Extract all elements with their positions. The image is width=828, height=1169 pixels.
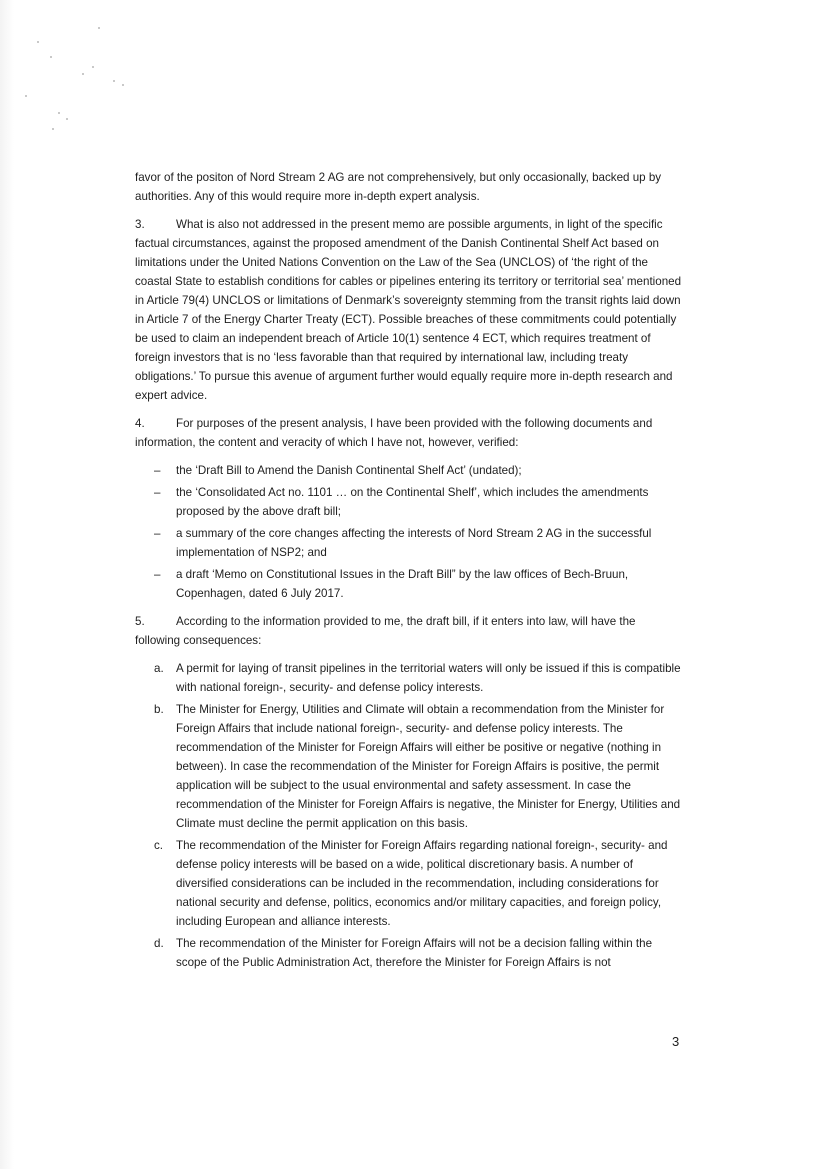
intro-continuation-text: favor of the positon of Nord Stream 2 AG are not comprehensively, but only occasionally, backed up by authorities. Any of this would require more in-depth expert analysis.: [135, 171, 662, 203]
scan-speck: [122, 84, 124, 86]
intro-continuation: [135, 168, 683, 206]
item-letter: c.: [154, 839, 164, 852]
paragraph-text: According to the information provided to me, the draft bill, if it enters into law, will have the following consequences:: [135, 615, 636, 647]
paragraph-3: [135, 215, 683, 405]
page-number: 3: [672, 1034, 680, 1049]
document-body: [135, 168, 683, 975]
dash-bullet: –: [154, 527, 161, 540]
list-item-text: The recommendation of the Minister for Foreign Affairs will not be a decision falling within the scope of the Public Administration Act, therefore the Minister for Foreign Affairs is not: [176, 937, 653, 969]
scan-speck: [37, 41, 39, 43]
list-item-text: A permit for laying of transit pipelines in the territorial waters will only be issued if this is compatible with national foreign-, security- and defense policy interests.: [176, 662, 681, 694]
list-item: [135, 659, 683, 697]
paragraph-text: For purposes of the present analysis, I have been provided with the following documents and information, the content and veracity of which I have not, however, verified:: [135, 417, 653, 449]
list-item: [135, 565, 683, 603]
list-item: [135, 461, 683, 480]
dash-bullet: –: [154, 486, 161, 499]
list-item-text: a summary of the core changes affecting the interests of Nord Stream 2 AG in the successful implementation of NSP2; and: [176, 527, 652, 559]
dash-bullet: –: [154, 568, 161, 581]
scan-speck: [25, 95, 27, 97]
scan-speck: [52, 128, 54, 130]
item-letter: a.: [154, 662, 164, 675]
scan-speck: [58, 112, 60, 114]
list-item-text: the ‘Draft Bill to Amend the Danish Continental Shelf Act’ (undated);: [176, 464, 522, 477]
paragraph-number: 4.: [135, 417, 145, 430]
list-item-text: The recommendation of the Minister for Foreign Affairs regarding national foreign-, security- and defense policy interests will be based on a wide, political discretionary basis. A number of diversified considerations can be included in the recommendation, including considerations for national security and defense, politics, economics and/or military capacities, and foreign policy, including European and alliance interests.: [176, 839, 668, 928]
scan-edge-shadow: [0, 0, 14, 1169]
scan-speck: [92, 66, 94, 68]
list-item: [135, 524, 683, 562]
consequences-list: [135, 659, 683, 972]
item-letter: b.: [154, 703, 164, 716]
item-letter: d.: [154, 937, 164, 950]
scan-speck: [82, 73, 84, 75]
list-item: [135, 836, 683, 931]
list-item-text: a draft ‘Memo on Constitutional Issues in the Draft Bill” by the law offices of Bech-Bruun, Copenhagen, dated 6 July 2017.: [176, 568, 629, 600]
list-item: [135, 934, 683, 972]
dash-bullet: –: [154, 464, 161, 477]
list-item-text: the ‘Consolidated Act no. 1101 … on the Continental Shelf’, which includes the amendments proposed by the above draft bill;: [176, 486, 649, 518]
scan-speck: [50, 56, 52, 58]
list-item: [135, 700, 683, 833]
scan-speck: [98, 27, 100, 29]
paragraph-number: 3.: [135, 218, 145, 231]
paragraph-text: What is also not addressed in the present memo are possible arguments, in light of the specific factual circumstances, against the proposed amendment of the Danish Continental Shelf Act based on limitations under the United Nations Convention on the Law of the Sea (UNCLOS) of ‘the right of the coastal State to establish conditions for cables or pipelines entering its territory or territorial sea’ mentioned in Article 79(4) UNCLOS or limitations of Denmark’s sovereignty stemming from the transit rights laid down in Article 7 of the Energy Charter Treaty (ECT). Possible breaches of these commitments could potentially be used to claim an independent breach of Article 10(1) sentence 4 ECT, which requires treatment of foreign investors that is no ‘less favorable than that required by international law, including treaty obligations.’ To pursue this avenue of argument further would equally require more in-depth research and expert advice.: [135, 218, 682, 402]
list-item-text: The Minister for Energy, Utilities and Climate will obtain a recommendation from the Minister for Foreign Affairs that include national foreign-, security- and defense policy interests. The recommendation of the Minister for Foreign Affairs will either be positive or negative (nothing in between). In case the recommendation of the Minister for Foreign Affairs is positive, the permit application will be subject to the usual environmental and safety assessment. In case the recommendation of the Minister for Foreign Affairs is negative, the Minister for Energy, Utilities and Climate must decline the permit application on this basis.: [176, 703, 681, 830]
paragraph-5: [135, 612, 683, 650]
paragraph-4: [135, 414, 683, 452]
scan-speck: [66, 118, 68, 120]
scan-speck: [113, 80, 115, 82]
documents-list: [135, 461, 683, 603]
paragraph-number: 5.: [135, 615, 145, 628]
list-item: [135, 483, 683, 521]
